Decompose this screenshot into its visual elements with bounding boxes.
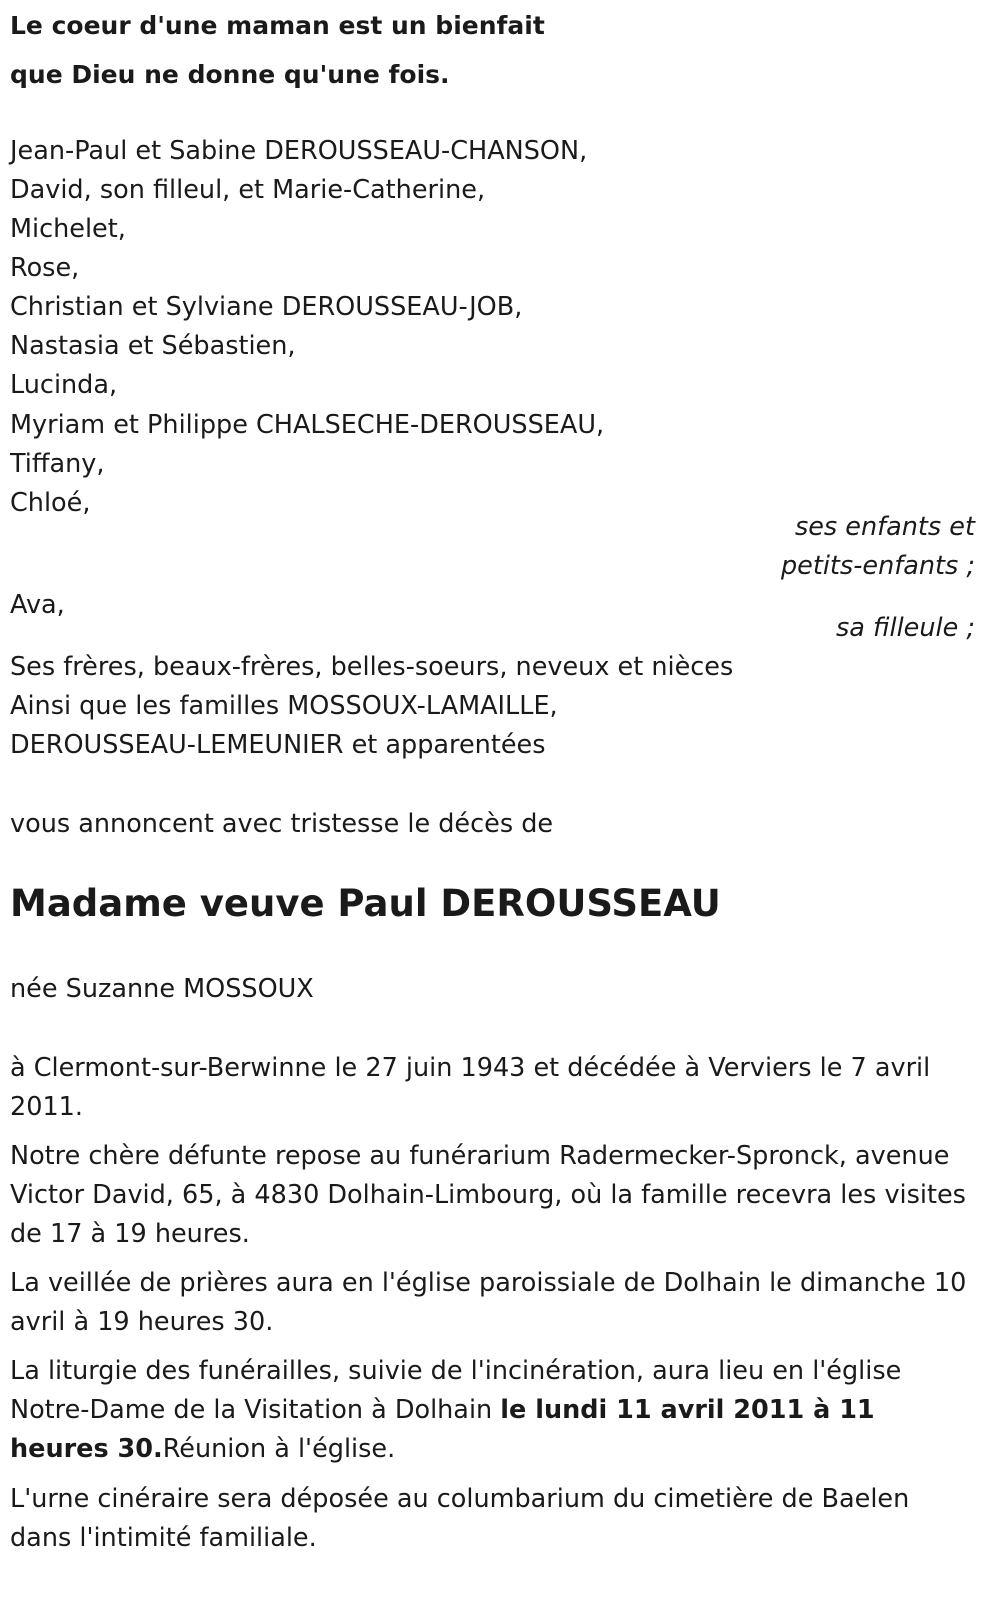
relation-children-line-1: ses enfants et xyxy=(794,512,975,542)
urn-paragraph: L'urne cinéraire sera déposée au columbarium du cimetière de Baelen dans l'intimité familiale. xyxy=(10,1484,910,1553)
announcement-text: vous annoncent avec tristesse le décès de xyxy=(10,809,554,839)
vigil-paragraph: La veillée de prières aura en l'église paroissiale de Dolhain le dimanche 10 avril à 19 heures 30. xyxy=(10,1268,967,1337)
deceased-name: Madame veuve Paul DEROUSSEAU xyxy=(10,882,721,925)
family-line: Christian et Sylviane DEROUSSEAU-JOB, xyxy=(10,292,523,322)
birth-name: née Suzanne MOSSOUX xyxy=(10,974,314,1004)
extended-family-line: DEROUSSEAU-LEMEUNIER et apparentées xyxy=(10,730,546,760)
family-line: Nastasia et Sébastien, xyxy=(10,331,296,361)
funeral-date-time: le lundi 11 avril 2011 à 11 heures 30. xyxy=(10,1395,875,1464)
family-line: Rose, xyxy=(10,253,80,283)
family-line: Chloé, xyxy=(10,488,91,518)
family-line: Myriam et Philippe CHALSECHE-DEROUSSEAU, xyxy=(10,410,605,440)
birth-death-paragraph: à Clermont-sur-Berwinne le 27 juin 1943 et décédée à Verviers le 7 avril 2011. xyxy=(10,1053,931,1122)
goddaughter-name: Ava, xyxy=(10,590,65,620)
extended-family-line: Ses frères, beaux-frères, belles-soeurs, neveux et nièces xyxy=(10,652,734,682)
quote-line-1: Le coeur d'une maman est un bienfait xyxy=(10,11,545,40)
relation-children-line-2: petits-enfants ; xyxy=(780,551,975,581)
family-line: Michelet, xyxy=(10,214,126,244)
funeral-text: La liturgie des funérailles, suivie de l'incinération, aura lieu en l'église Notre-Dame de la Visitation à Dolhain xyxy=(10,1356,902,1425)
relation-goddaughter: sa filleule ; xyxy=(836,613,975,643)
funeral-paragraph xyxy=(10,1352,975,1469)
visitation-paragraph: Notre chère défunte repose au funérarium Radermecker-Spronck, avenue Victor David, 65, à 4830 Dolhain-Limbourg, où la famille recevra les visites de 17 à 19 heures. xyxy=(10,1141,966,1249)
funeral-meeting: Réunion à l'église. xyxy=(162,1434,396,1464)
family-line: David, son filleul, et Marie-Catherine, xyxy=(10,175,486,205)
quote-line-2: que Dieu ne donne qu'une fois. xyxy=(10,60,450,89)
family-line: Tiffany, xyxy=(10,449,105,479)
family-line: Lucinda, xyxy=(10,370,118,400)
family-line: Jean-Paul et Sabine DEROUSSEAU-CHANSON, xyxy=(10,136,588,166)
extended-family-line: Ainsi que les familles MOSSOUX-LAMAILLE, xyxy=(10,691,558,721)
